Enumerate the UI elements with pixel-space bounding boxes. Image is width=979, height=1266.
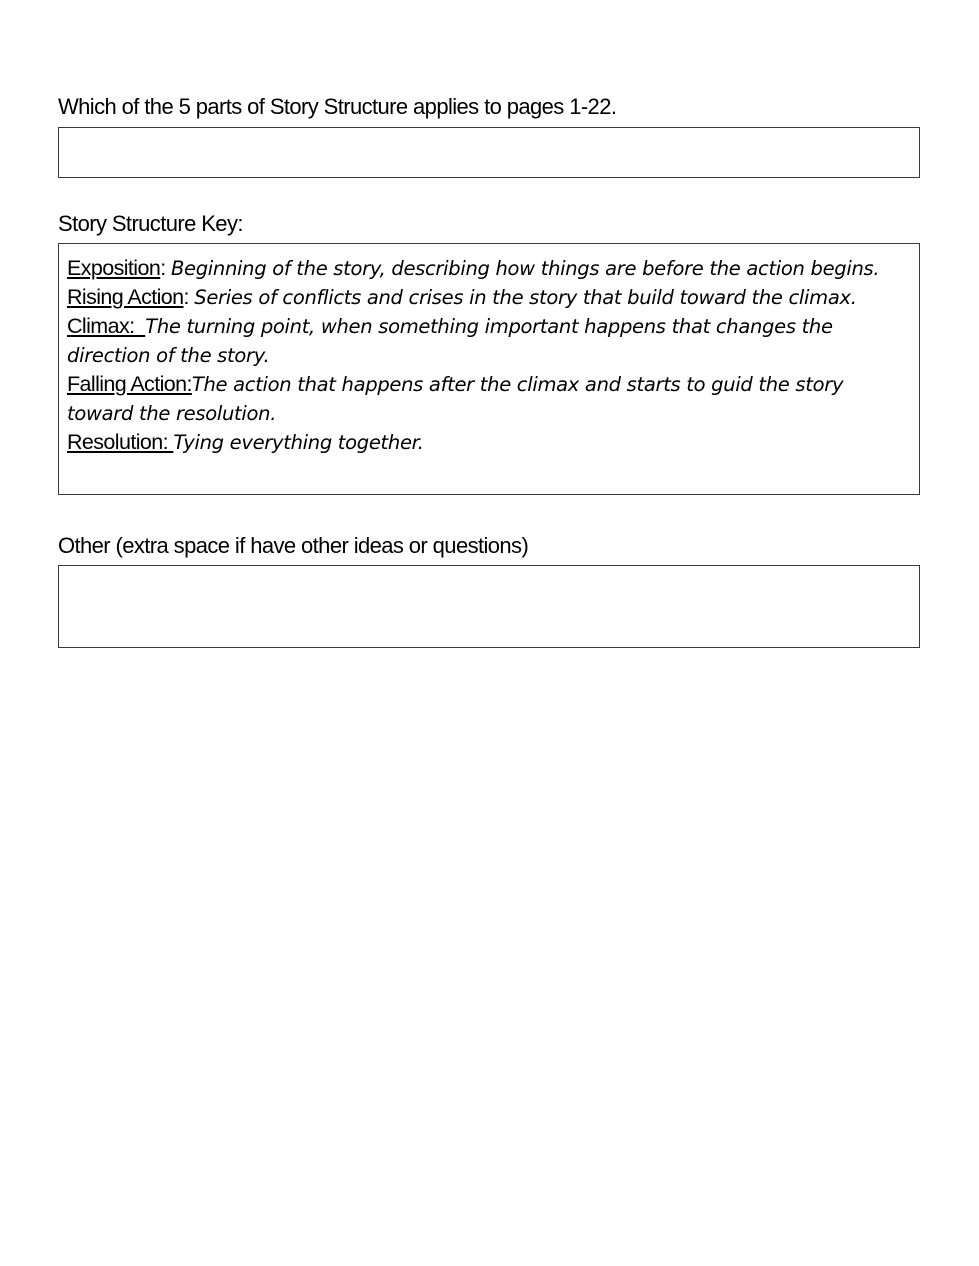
- key-entry-rising-action: [67, 283, 911, 312]
- other-label: Other (extra space if have other ideas or questions): [58, 533, 529, 558]
- key-description: The action that happens after the climax and starts to guid the story toward the resolution.: [67, 373, 844, 425]
- other-answer-box[interactable]: [58, 565, 920, 648]
- key-description: The turning point, when something important happens that changes the direction of the story.: [67, 315, 833, 367]
- question-label: Which of the 5 parts of Story Structure applies to pages 1-22.: [58, 94, 617, 119]
- key-entry-resolution: [67, 428, 911, 457]
- key-term: Rising Action: [67, 285, 184, 309]
- key-term: Exposition: [67, 256, 161, 280]
- key-description: Tying everything together.: [173, 431, 424, 454]
- story-structure-key-box: [58, 243, 920, 495]
- key-entry-falling-action: [67, 370, 911, 428]
- key-term: Falling Action:: [67, 372, 192, 396]
- answer-box[interactable]: [58, 127, 920, 178]
- key-separator: :: [183, 285, 195, 309]
- key-heading: Story Structure Key:: [58, 211, 243, 236]
- key-term: Resolution:: [67, 430, 174, 454]
- key-term: Climax:: [67, 314, 146, 338]
- key-separator: :: [160, 256, 171, 280]
- key-entry-exposition: [67, 254, 911, 283]
- key-description: Series of conflicts and crises in the story that build toward the climax.: [194, 286, 857, 309]
- key-entry-climax: [67, 312, 911, 370]
- key-description: Beginning of the story, describing how things are before the action begins.: [170, 257, 880, 280]
